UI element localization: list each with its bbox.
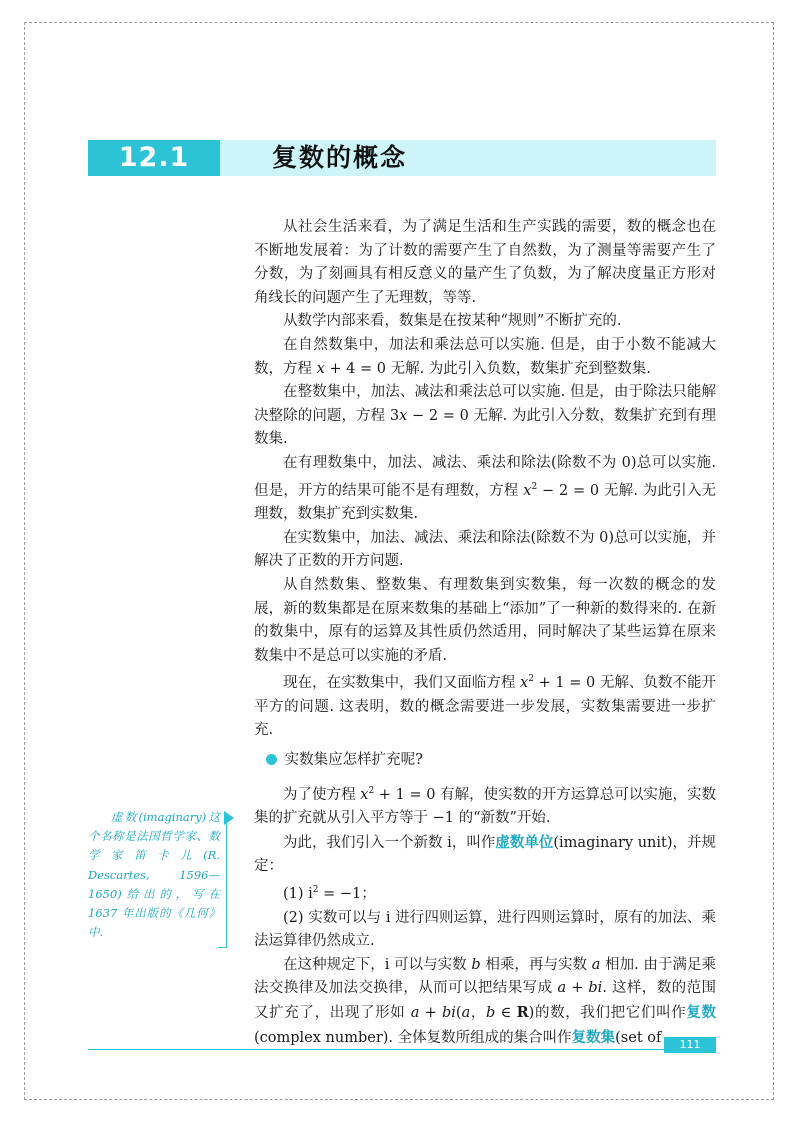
rule-2: (2) 实数可以与 i 进行四则运算，进行四则运算时，原有的加法、乘法运算律仍然成立. — [254, 909, 716, 950]
text-run: (imaginary unit)，并规定： — [254, 834, 717, 875]
text-run: ( — [455, 1005, 462, 1021]
text-run: ， — [470, 1005, 487, 1021]
text-run: 为了使方程 — [283, 786, 361, 803]
paragraph: 在实数集中，加法、减法、乘法和除法(除数不为 0)总可以实施，并解决了正数的开方问题. — [254, 529, 716, 570]
math-var: x — [316, 360, 325, 377]
math-var: x — [399, 407, 408, 424]
paragraph: 从社会生活来看，为了满足生活和生产实践的需要，数的概念也在不断地发展着：为了计数的需要产生了自然数，为了测量等需要产生了分数，为了刻画具有相反意义的量产生了负数，为了解决度量正方形对角线长的问题产生了无理数，等等. — [254, 219, 716, 306]
sidebar-note — [88, 808, 220, 942]
text-run: 为此，我们引入一个新数 i，叫作 — [283, 834, 496, 851]
paragraph: 从数学内部来看，数集是在按某种“规则”不断扩充的. — [283, 313, 622, 330]
sidebar-note-text: 虚数(imaginary)这个名称是法国哲学家、数学家笛卡儿(R. Descartes, 1596—1650)给出的，写在 1637 年出版的《几何》中. — [88, 810, 220, 940]
math-var: x — [520, 675, 529, 692]
real-set-symbol: R — [516, 1004, 529, 1021]
paragraph — [254, 452, 716, 527]
rule-1 — [254, 879, 716, 907]
text-run: (complex number). 全体复数所组成的集合叫作 — [254, 1029, 572, 1046]
text-run: 现在，在实数集中，我们又面临方程 — [283, 675, 521, 692]
paragraph — [254, 954, 716, 1050]
term-complex-set: 复数集 — [571, 1028, 616, 1046]
term-imaginary-unit: 虚数单位 — [495, 833, 554, 851]
math-var: b — [471, 956, 481, 973]
text-run: 相乘，再与实数 — [480, 956, 592, 973]
text-run: ∈ — [495, 1005, 517, 1021]
paragraph — [254, 334, 716, 381]
text-run: 在自然数集中，加法和乘法总可以实施. 但是，由于小数不能减大数，方程 — [254, 336, 716, 377]
text-run: 在有理数集中，加法、减法、乘法和除法(除数不为 0)总可以实施. 但是，开方的结果可能不是有理数，方程 — [254, 454, 716, 499]
question-line — [254, 749, 716, 773]
text-run: 在整数集中，加法、减法和乘法总可以实施. 但是，由于除法只能解决整除的问题，方程 3 — [254, 384, 716, 424]
text-run: 在这种规定下，i 可以与实数 — [283, 956, 472, 973]
term-complex-number: 复数 — [686, 1004, 717, 1021]
math-var: a — [591, 956, 601, 973]
text-run: = −1； — [318, 886, 376, 903]
section-number: 12.1 — [88, 140, 220, 176]
paragraph — [254, 668, 716, 743]
main-text — [254, 216, 716, 1050]
footer-rule — [88, 1049, 716, 1050]
math-expression: a + bi — [410, 1005, 456, 1021]
bullet-dot-icon — [266, 754, 277, 765]
text-run: + 1 = 0 有解，使实数的开方运算总可以实施，实数集的扩充就从引入平方等于 −1 的“新数”开始. — [254, 786, 716, 827]
math-var: x — [360, 786, 369, 803]
question-text: 实数集应怎样扩充呢? — [284, 752, 423, 769]
page-number: 111 — [664, 1037, 716, 1053]
superscript: 2 — [531, 481, 538, 492]
section-title: 复数的概念 — [272, 143, 408, 172]
text-run: . 这样，数的范围又扩充了，出现了形如 — [254, 980, 717, 1021]
paragraph — [254, 780, 716, 831]
text-run: )的数，我们把它们叫作 — [528, 1005, 687, 1021]
math-var: x — [523, 482, 532, 499]
superscript: 2 — [528, 674, 534, 685]
paragraph: 从自然数集、整数集、有理数集到实数集，每一次数的概念的发展，新的数集都是在原来数集的基础上“添加”了一种新的数得来的. 在新的数集中，原有的运算及其性质仍然适用，同时解决了某些运算在原来数集中不是总可以实施的矛盾. — [254, 576, 716, 664]
text-run: − 2 = 0 无解. 为此引入无理数，数集扩充到实数集. — [254, 482, 717, 523]
text-run: + 1 = 0 无解、负数不能开平方的问题. 这表明，数的概念需要进一步发展，实数集需要进一步扩充. — [254, 675, 717, 739]
sidebar-rule-tick — [218, 947, 227, 948]
text-run: + 4 = 0 无解. 为此引入负数，数集扩充到整数集. — [324, 360, 651, 377]
math-expression: a + bi — [557, 980, 603, 997]
text-run: (set of — [615, 1029, 662, 1046]
superscript: 2 — [368, 785, 375, 796]
paragraph — [254, 831, 716, 879]
math-var: a — [461, 1005, 471, 1021]
superscript: 2 — [312, 885, 319, 896]
text-run: − 2 = 0 无解. 为此引入分数，数集扩充到有理数集. — [254, 407, 716, 448]
sidebar-rule — [226, 820, 227, 948]
text-run: 相加. 由于满足乘法交换律及加法交换律，从而可以把结果写成 — [254, 956, 717, 997]
paragraph — [254, 381, 716, 452]
math-var: b — [486, 1005, 496, 1021]
text-run: (1) i — [283, 886, 313, 903]
